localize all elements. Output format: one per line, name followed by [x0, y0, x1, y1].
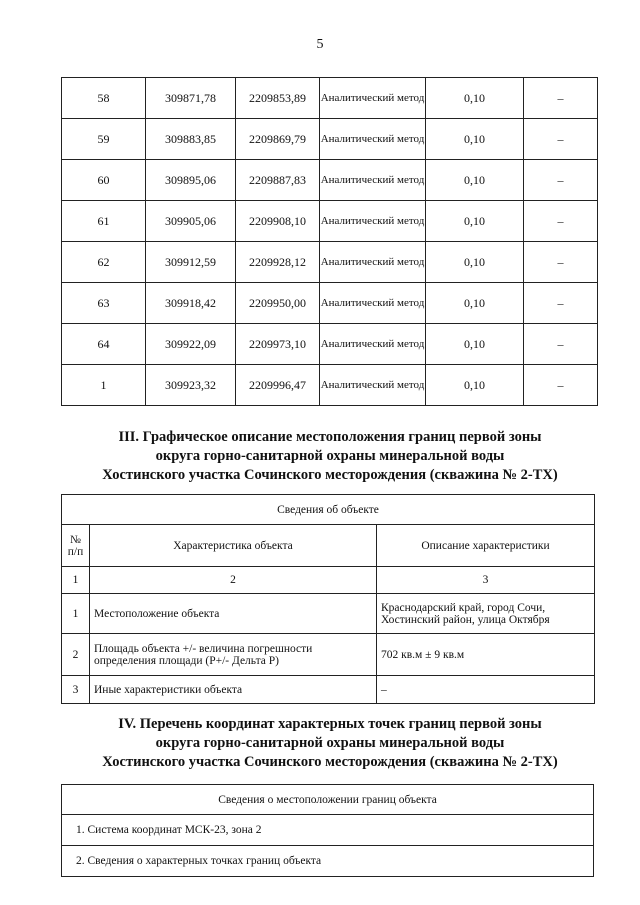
row-characteristic: Иные характеристики объекта	[90, 676, 377, 704]
col-header-characteristic: Характеристика объекта	[90, 525, 377, 567]
col-header-number: № п/п	[62, 525, 90, 567]
page-number: 5	[316, 37, 324, 52]
boundary-points-item: 2. Сведения о характерных точках границ объекта	[62, 846, 594, 877]
error-value: 0,10	[426, 242, 524, 283]
col-index-2: 2	[90, 567, 377, 594]
error-value: 0,10	[426, 365, 524, 406]
method: Аналитический метод	[320, 365, 426, 406]
point-number: 59	[62, 119, 146, 160]
coord-x: 309905,06	[146, 201, 236, 242]
row-number: 2	[62, 634, 90, 676]
table-row	[62, 324, 598, 365]
row-description: Краснодарский край, город Сочи, Хостинский район, улица Октября	[377, 594, 595, 634]
coord-y: 2209853,89	[236, 78, 320, 119]
error-value: 0,10	[426, 324, 524, 365]
section-3-heading	[40, 428, 620, 485]
coord-y: 2209996,47	[236, 365, 320, 406]
table-row	[62, 119, 598, 160]
method: Аналитический метод	[320, 160, 426, 201]
note: –	[524, 160, 598, 201]
object-table-title: Сведения об объекте	[62, 495, 595, 525]
table-row	[62, 634, 595, 676]
table-row	[62, 242, 598, 283]
section-3-line-3: Хостинского участка Сочинского месторождения (скважина № 2-ТХ)	[102, 467, 558, 483]
method: Аналитический метод	[320, 242, 426, 283]
error-value: 0,10	[426, 201, 524, 242]
coord-x: 309918,42	[146, 283, 236, 324]
note: –	[524, 201, 598, 242]
point-number: 60	[62, 160, 146, 201]
coord-y: 2209869,79	[236, 119, 320, 160]
section-4-heading	[40, 715, 620, 772]
col-index-1: 1	[62, 567, 90, 594]
error-value: 0,10	[426, 160, 524, 201]
boundary-info-table	[61, 784, 594, 877]
error-value: 0,10	[426, 78, 524, 119]
object-info-table	[61, 494, 595, 704]
method: Аналитический метод	[320, 201, 426, 242]
table-row	[62, 594, 595, 634]
method: Аналитический метод	[320, 283, 426, 324]
coord-x: 309923,32	[146, 365, 236, 406]
point-number: 64	[62, 324, 146, 365]
table-row	[62, 201, 598, 242]
coord-y: 2209950,00	[236, 283, 320, 324]
section-3-line-1: III. Графическое описание местоположения границ первой зоны	[118, 429, 542, 445]
row-description: –	[377, 676, 595, 704]
coord-y: 2209887,83	[236, 160, 320, 201]
error-value: 0,10	[426, 283, 524, 324]
note: –	[524, 119, 598, 160]
coord-x: 309871,78	[146, 78, 236, 119]
coord-x: 309883,85	[146, 119, 236, 160]
coord-y: 2209928,12	[236, 242, 320, 283]
boundary-table-title: Сведения о местоположении границ объекта	[62, 785, 594, 815]
coord-x: 309922,09	[146, 324, 236, 365]
row-number: 1	[62, 594, 90, 634]
coord-y: 2209908,10	[236, 201, 320, 242]
point-number: 63	[62, 283, 146, 324]
section-4-line-2: округа горно-санитарной охраны минеральной воды	[155, 735, 505, 751]
method: Аналитический метод	[320, 324, 426, 365]
row-number: 3	[62, 676, 90, 704]
note: –	[524, 283, 598, 324]
section-4-line-1: IV. Перечень координат характерных точек границ первой зоны	[118, 716, 542, 732]
row-description: 702 кв.м ± 9 кв.м	[377, 634, 595, 676]
method: Аналитический метод	[320, 119, 426, 160]
coordinate-system-item: 1. Система координат МСК-23, зона 2	[62, 815, 594, 846]
table-row	[62, 365, 598, 406]
coordinates-table	[61, 77, 598, 406]
table-row	[62, 78, 598, 119]
section-4-line-3: Хостинского участка Сочинского месторождения (скважина № 2-ТХ)	[102, 754, 558, 770]
table-row	[62, 283, 598, 324]
col-header-description: Описание характеристики	[377, 525, 595, 567]
note: –	[524, 365, 598, 406]
error-value: 0,10	[426, 119, 524, 160]
coord-x: 309895,06	[146, 160, 236, 201]
point-number: 62	[62, 242, 146, 283]
method: Аналитический метод	[320, 78, 426, 119]
note: –	[524, 242, 598, 283]
point-number: 58	[62, 78, 146, 119]
col-index-3: 3	[377, 567, 595, 594]
row-characteristic: Площадь объекта +/- величина погрешности определения площади (P+/- Дельта P)	[90, 634, 377, 676]
section-3-line-2: округа горно-санитарной охраны минеральной воды	[155, 448, 505, 464]
point-number: 1	[62, 365, 146, 406]
note: –	[524, 324, 598, 365]
point-number: 61	[62, 201, 146, 242]
table-row	[62, 676, 595, 704]
row-characteristic: Местоположение объекта	[90, 594, 377, 634]
note: –	[524, 78, 598, 119]
coord-x: 309912,59	[146, 242, 236, 283]
table-row	[62, 160, 598, 201]
coord-y: 2209973,10	[236, 324, 320, 365]
